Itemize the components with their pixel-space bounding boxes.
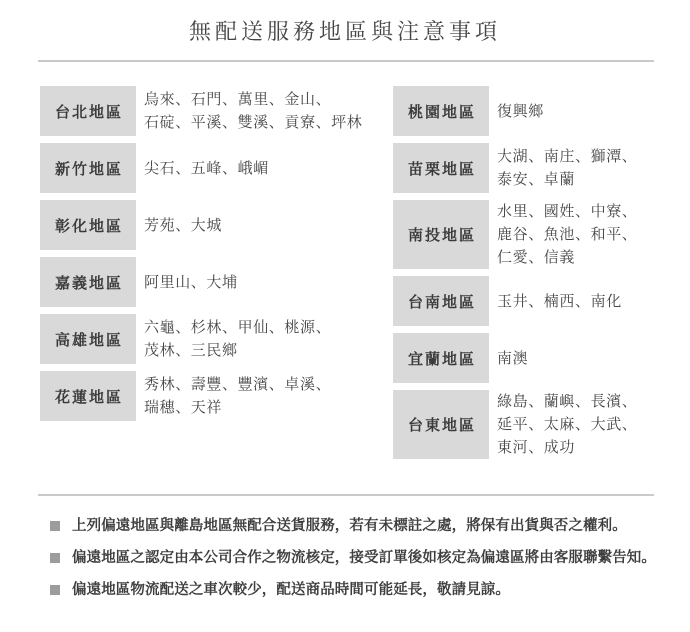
region-areas-text: 綠島、蘭嶼、長濱、延平、太麻、大武、東河、成功 xyxy=(497,393,638,456)
region-row-taipei xyxy=(40,86,377,136)
region-label: 高雄地區 xyxy=(40,314,136,364)
region-areas-text: 芳苑、大城 xyxy=(144,216,223,234)
note-item xyxy=(50,548,660,568)
region-areas xyxy=(489,390,654,459)
region-label: 花蓮地區 xyxy=(40,371,136,421)
region-column-left xyxy=(40,86,377,421)
region-label: 嘉義地區 xyxy=(40,257,136,307)
region-areas-text: 玉井、楠西、南化 xyxy=(497,292,622,310)
notes-section xyxy=(0,496,690,600)
region-areas xyxy=(489,200,654,269)
note-text: 偏遠地區之認定由本公司合作之物流核定，接受訂單後如核定為偏遠區將由客服聯繫告知。 xyxy=(72,550,656,566)
region-areas xyxy=(136,86,377,136)
region-label: 南投地區 xyxy=(393,200,489,269)
region-areas xyxy=(136,371,377,421)
square-bullet-icon xyxy=(50,521,60,531)
region-areas-text: 水里、國姓、中寮、鹿谷、魚池、和平、仁愛、信義 xyxy=(497,203,638,266)
region-areas xyxy=(489,276,654,326)
region-areas-text: 阿里山、大埔 xyxy=(144,273,238,291)
region-label: 宜蘭地區 xyxy=(393,333,489,383)
region-label: 台東地區 xyxy=(393,390,489,459)
region-row-taitung xyxy=(393,390,654,459)
region-areas xyxy=(136,314,377,364)
region-row-miaoli xyxy=(393,143,654,193)
region-column-right xyxy=(393,86,654,459)
region-label: 新竹地區 xyxy=(40,143,136,193)
region-areas xyxy=(136,143,377,193)
region-row-hsinchu xyxy=(40,143,377,193)
region-label: 桃園地區 xyxy=(393,86,489,136)
region-areas xyxy=(489,86,654,136)
region-row-nantou xyxy=(393,200,654,269)
region-areas-text: 大湖、南庄、獅潭、泰安、卓蘭 xyxy=(497,148,638,188)
region-areas-text: 烏來、石門、萬里、金山、石碇、平溪、雙溪、貢寮、坪林 xyxy=(144,91,363,131)
region-row-kaohsiung xyxy=(40,314,377,364)
region-row-chiayi xyxy=(40,257,377,307)
region-areas xyxy=(136,257,377,307)
region-label: 彰化地區 xyxy=(40,200,136,250)
region-row-yilan xyxy=(393,333,654,383)
region-areas xyxy=(136,200,377,250)
region-areas xyxy=(489,333,654,383)
region-row-taoyuan xyxy=(393,86,654,136)
square-bullet-icon xyxy=(50,553,60,563)
region-table xyxy=(0,62,690,459)
region-areas-text: 六龜、杉林、甲仙、桃源、茂林、三民鄉 xyxy=(144,319,332,359)
region-areas-text: 尖石、五峰、峨嵋 xyxy=(144,159,269,177)
square-bullet-icon xyxy=(50,585,60,595)
region-row-tainan xyxy=(393,276,654,326)
note-item xyxy=(50,516,660,536)
region-label: 台北地區 xyxy=(40,86,136,136)
region-areas-text: 復興鄉 xyxy=(497,102,544,120)
region-row-changhua xyxy=(40,200,377,250)
region-areas-text: 秀林、壽豐、豐濱、卓溪、瑞穗、天祥 xyxy=(144,376,332,416)
note-text: 偏遠地區物流配送之車次較少，配送商品時間可能延長，敬請見諒。 xyxy=(72,582,510,598)
note-text: 上列偏遠地區與離島地區無配合送貨服務，若有未標註之處，將保有出貨與否之權利。 xyxy=(72,518,627,534)
region-areas xyxy=(489,143,654,193)
region-row-hualien xyxy=(40,371,377,421)
region-label: 苗栗地區 xyxy=(393,143,489,193)
page-title: 無配送服務地區與注意事項 xyxy=(188,19,501,44)
region-label: 台南地區 xyxy=(393,276,489,326)
note-item xyxy=(50,580,660,600)
region-areas-text: 南澳 xyxy=(497,349,529,367)
